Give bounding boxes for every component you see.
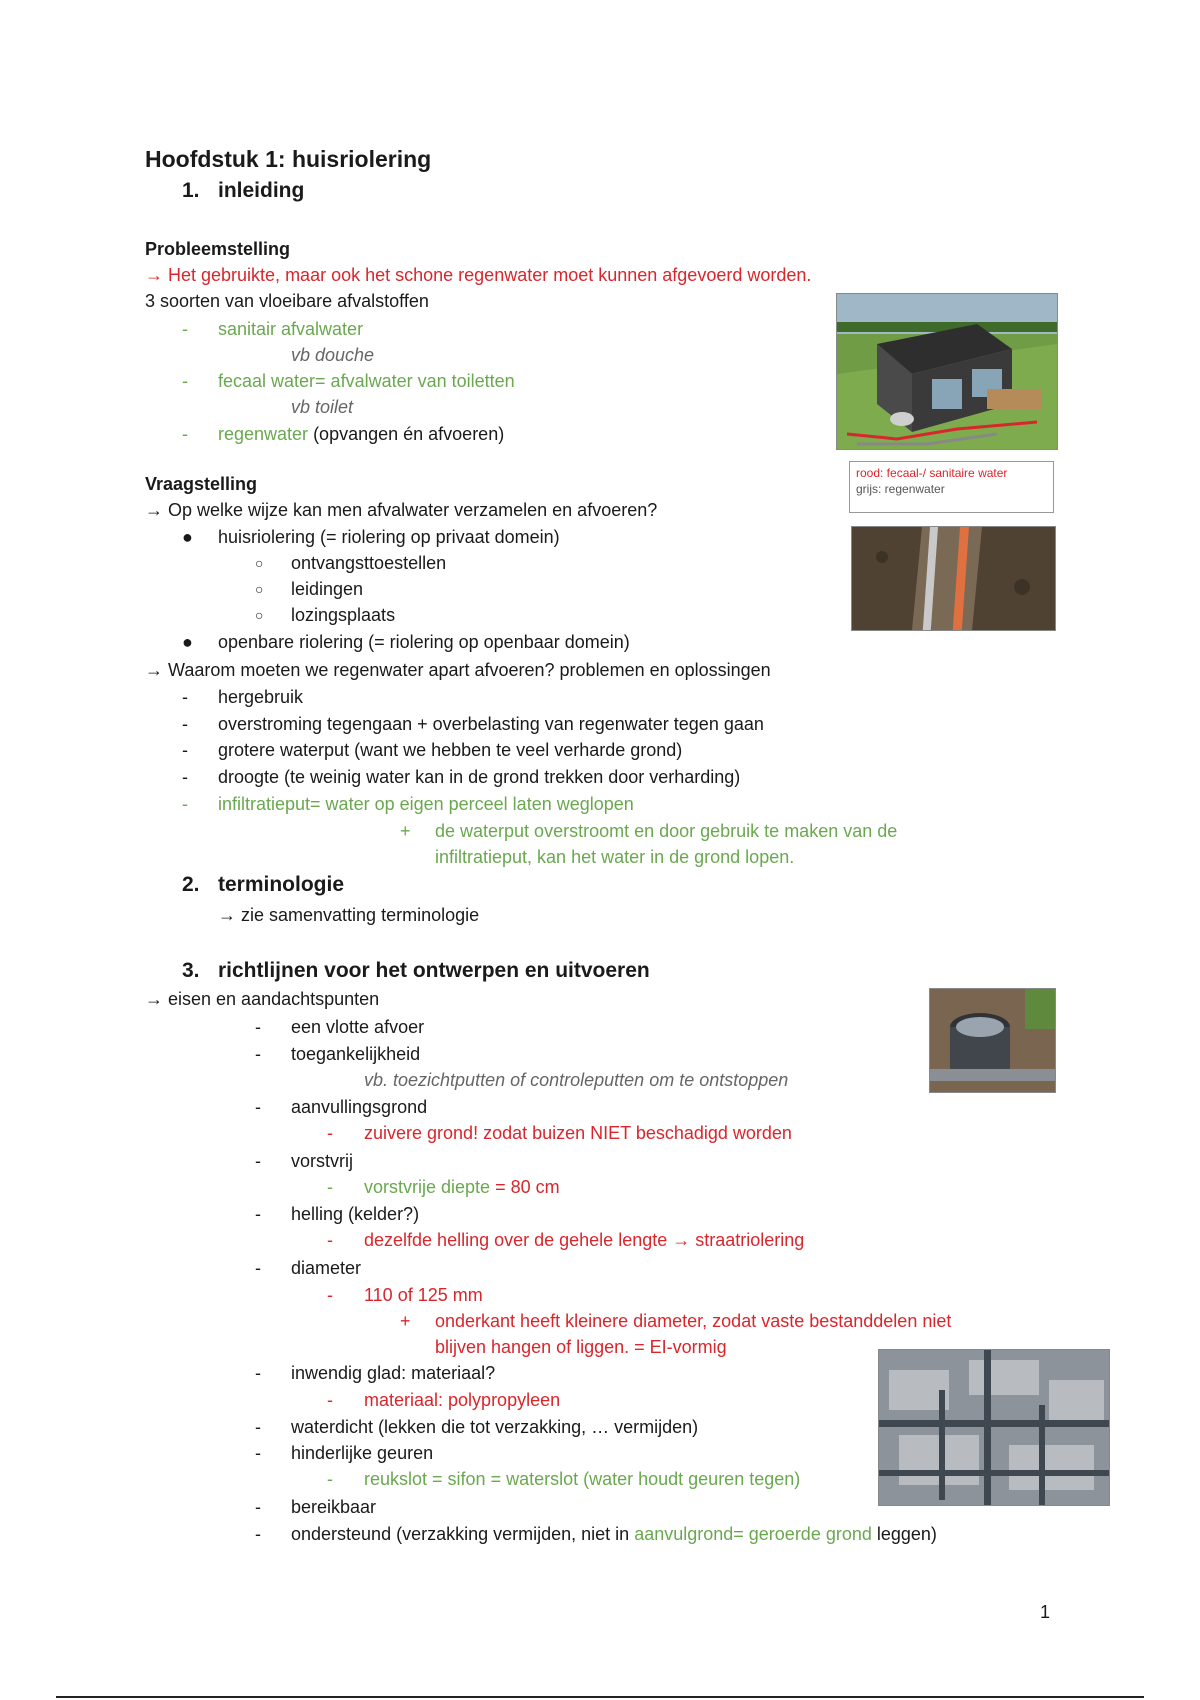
- circle-bullet: ○: [255, 581, 264, 597]
- plus-sign: +: [400, 1311, 411, 1331]
- dash: -: [182, 319, 188, 339]
- why-item: grotere waterput (want we hebben te veel verharde grond): [218, 740, 683, 760]
- eis-item-ondersteund: [291, 1523, 937, 1545]
- eis-sub-item: zuivere grond! zodat buizen NIET beschadigd worden: [364, 1123, 792, 1143]
- dash: -: [327, 1469, 333, 1489]
- dash: -: [255, 1363, 261, 1383]
- ondersteund-2: leggen): [871, 1524, 937, 1544]
- plus-sign: +: [400, 821, 411, 841]
- infiltratieput-note-1: de waterput overstroomt en door gebruik te maken van de: [435, 821, 898, 841]
- bullet-item: openbare riolering (= riolering op openbaar domein): [218, 632, 630, 652]
- dash: -: [327, 1123, 333, 1143]
- dash: -: [182, 687, 188, 707]
- dash: -: [327, 1285, 333, 1305]
- diameter-note-2: blijven hangen of liggen. = EI-vormig: [435, 1337, 727, 1357]
- eis-sub-item-vorst: [364, 1176, 560, 1198]
- eis-sub-item: dezelfde helling over de gehele lengte → straatriolering: [364, 1230, 805, 1250]
- dash: -: [255, 1443, 261, 1463]
- circle-bullet: ○: [255, 607, 264, 623]
- why-item: overstroming tegengaan + overbelasting van regenwater tegen gaan: [218, 714, 764, 734]
- section-1-number: 1.: [182, 179, 200, 202]
- dash: -: [182, 714, 188, 734]
- dash: -: [255, 1017, 261, 1037]
- trench-photo-svg: [852, 527, 1055, 630]
- vorst-red: = 80 cm: [490, 1177, 560, 1197]
- pipe-network-photo: [878, 1349, 1110, 1506]
- list-item-example: vb toilet: [291, 397, 354, 417]
- terminologie-ref: → zie samenvatting terminologie: [218, 905, 480, 925]
- chapter-title: Hoofdstuk 1: huisriolering: [145, 146, 432, 172]
- eis-item: toegankelijkheid: [291, 1044, 421, 1064]
- infiltratieput-item: infiltratieput= water op eigen perceel laten weglopen: [218, 794, 634, 814]
- why-item: droogte (te weinig water kan in de grond trekken door verharding): [218, 767, 741, 787]
- vorst-green: vorstvrije diepte: [364, 1177, 491, 1197]
- why-question: → Waarom moeten we regenwater apart afvoeren? problemen en oplossingen: [145, 660, 771, 680]
- bullet-dot: ●: [182, 527, 193, 547]
- inspection-pit-photo: [929, 988, 1056, 1093]
- eis-item: bereikbaar: [291, 1497, 377, 1517]
- section-3-title: richtlijnen voor het ontwerpen en uitvoeren: [218, 959, 650, 982]
- ondersteund-1: ondersteund (verzakking vermijden, niet in: [291, 1524, 635, 1544]
- section-3-number: 3.: [182, 959, 200, 982]
- eis-item: helling (kelder?): [291, 1204, 420, 1224]
- dash: -: [255, 1204, 261, 1224]
- circle-bullet: ○: [255, 555, 264, 571]
- dash: -: [255, 1524, 261, 1544]
- dash: -: [255, 1151, 261, 1171]
- section-2-title: terminologie: [218, 873, 345, 896]
- eis-item: inwendig glad: materiaal?: [291, 1363, 496, 1383]
- diameter-note-1: onderkant heeft kleinere diameter, zodat vaste bestanddelen niet: [435, 1311, 952, 1331]
- pipe-network-photo-svg: [879, 1350, 1109, 1505]
- eis-example: vb. toezichtputten of controleputten om te ontstoppen: [364, 1070, 789, 1090]
- dash: -: [182, 424, 188, 444]
- probleem-heading: Probleemstelling: [145, 239, 291, 259]
- list-item-example: vb douche: [291, 345, 375, 365]
- infiltratieput-note-2: infiltratieput, kan het water in de grond lopen.: [435, 847, 795, 867]
- eis-sub-item: reukslot = sifon = waterslot (water houdt geuren tegen): [364, 1469, 801, 1489]
- house-illustration-svg: [837, 294, 1057, 449]
- eis-item: waterdicht (lekken die tot verzakking, … vermijden): [291, 1417, 699, 1437]
- trench-photo: [851, 526, 1056, 631]
- eis-item: vorstvrij: [291, 1151, 353, 1171]
- list-item: fecaal water= afvalwater van toiletten: [218, 371, 515, 391]
- dash: -: [255, 1258, 261, 1278]
- section-3-intro: → eisen en aandachtspunten: [145, 989, 380, 1009]
- list-item: sanitair afvalwater: [218, 319, 364, 339]
- vraag-heading: Vraagstelling: [145, 474, 258, 494]
- eis-item: hinderlijke geuren: [291, 1443, 434, 1463]
- dash: -: [255, 1044, 261, 1064]
- sub-item: lozingsplaats: [291, 605, 396, 625]
- section-1-title: inleiding: [218, 179, 305, 202]
- dash: -: [327, 1390, 333, 1410]
- dash: -: [182, 740, 188, 760]
- page-bottom-rule: [56, 1696, 1144, 1698]
- list-item-regenwater: [218, 423, 504, 445]
- vraag-question: → Op welke wijze kan men afvalwater verzamelen en afvoeren?: [145, 500, 658, 520]
- dash: -: [182, 371, 188, 391]
- bullet-dot: ●: [182, 632, 193, 652]
- probleem-intro: 3 soorten van vloeibare afvalstoffen: [145, 291, 429, 311]
- dash: -: [182, 794, 188, 814]
- regenwater-rest: (opvangen én afvoeren): [308, 424, 505, 444]
- dash: -: [327, 1230, 333, 1250]
- page-number: 1: [1040, 1602, 1051, 1622]
- dash: -: [255, 1497, 261, 1517]
- eis-sub-item: 110 of 125 mm: [364, 1285, 483, 1305]
- why-item: hergebruik: [218, 687, 304, 707]
- regenwater-green: regenwater: [218, 424, 309, 444]
- legend-red: rood: fecaal-/ sanitaire water: [856, 466, 1008, 480]
- legend-box: [849, 461, 1054, 513]
- eis-item: aanvullingsgrond: [291, 1097, 428, 1117]
- dash: -: [327, 1177, 333, 1197]
- bullet-item: huisriolering (= riolering op privaat domein): [218, 527, 560, 547]
- eis-sub-item: materiaal: polypropyleen: [364, 1390, 561, 1410]
- house-illustration: [836, 293, 1058, 450]
- sub-item: ontvangsttoestellen: [291, 553, 447, 573]
- inspection-pit-photo-svg: [930, 989, 1055, 1092]
- eis-item: diameter: [291, 1258, 362, 1278]
- section-2-number: 2.: [182, 873, 200, 896]
- eis-item: een vlotte afvoer: [291, 1017, 425, 1037]
- legend-gray: grijs: regenwater: [856, 482, 945, 496]
- dash: -: [255, 1097, 261, 1117]
- probleem-arrow-line: → Het gebruikte, maar ook het schone regenwater moet kunnen afgevoerd worden.: [145, 265, 812, 285]
- sub-item: leidingen: [291, 579, 364, 599]
- dash: -: [182, 767, 188, 787]
- ondersteund-green: aanvulgrond= geroerde grond: [634, 1524, 872, 1544]
- dash: -: [255, 1417, 261, 1437]
